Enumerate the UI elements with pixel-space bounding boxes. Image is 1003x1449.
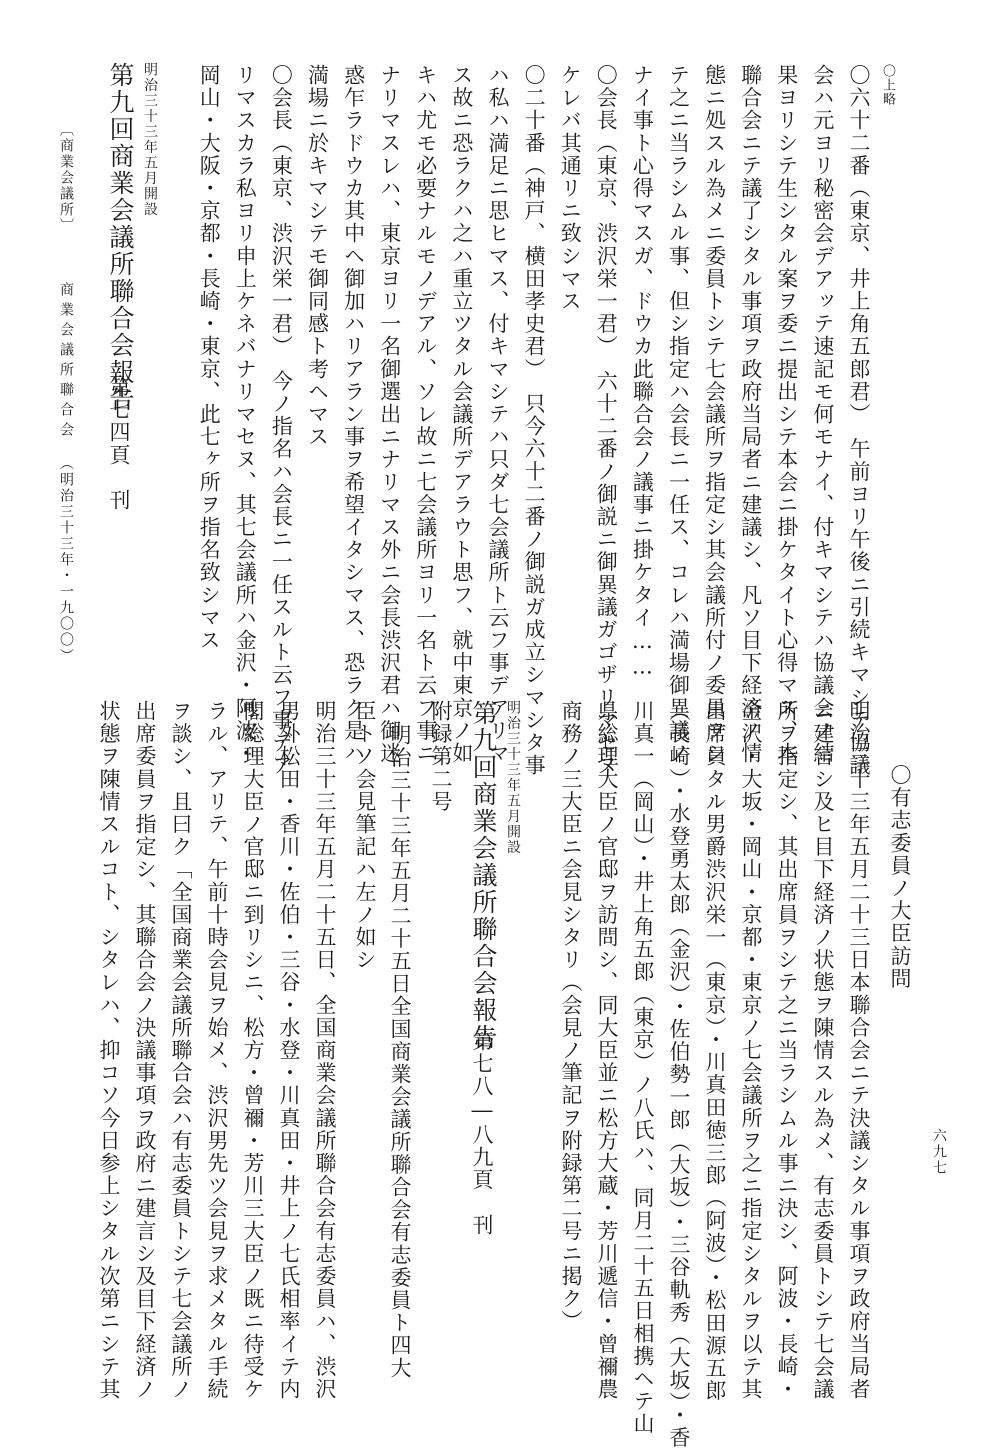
source-pages-upper: 第七四頁 刊 (107, 376, 131, 512)
upper-text-column: ケレバ其通リニ致シマス (558, 64, 583, 313)
running-title: 商業会議所聯合会 (58, 282, 74, 442)
upper-text-column: 果ヨリシテ生シタル案ヲ委ニ提出シテ本会ニ掛ケタイト心得マス、本 (774, 64, 799, 765)
upper-text-column: リマスカラ私ヨリ申上ケネバナリマセヌ、其七会議所ハ金沢・阿波・ (233, 64, 258, 765)
lower-text-column: ラル、アリテ、午前十時会見ヲ始メ、渋沢男先ツ会見ヲ求メタル手続 (205, 700, 229, 1401)
lower-text-column: 所ヲ指定シ、其出席員ヲシテ之ニ当ラシムル事ニ決シ、阿波・長崎・ (775, 700, 799, 1401)
appendix-intro-2: 臣トノ会見筆記ハ左ノ如シ (353, 700, 377, 972)
upper-text-column: 惑乍ラドウカ其中ヘ御加ハリアラン事ヲ希望イタシマス、恐ラク是ハ (341, 64, 366, 765)
upper-text-column: 〇二十番（神戸、横田孝史君） 只今六十二番ノ御説ガ成立シマシタ事 (522, 64, 547, 777)
running-year: （明治三十三年・一九〇〇） (58, 456, 74, 664)
upper-text-column: 〇会長（東京、渋沢栄一君） 今ノ指名ハ会長ニ一任スルト云フ事デア (269, 64, 294, 777)
source-opened-lower: 明治三十三年五月開設 (505, 700, 521, 855)
lower-text-column: 商務ノ三大臣ニ会見シタリ（会見ノ筆記ヲ附録第二号ニ掲ク） (559, 700, 583, 1333)
lower-text-column: 明治三十三年五月二十三日本聯合会ニテ決議シタル事項ヲ政府当局者 (847, 700, 871, 1401)
upper-text-column: 岡山・大阪・京都・長崎・東京、此七ヶ所ヲ指名致シマス (197, 64, 222, 652)
upper-text-column: ス故ニ恐ラクハ之ハ重立ツタル会議所デアラウト思フ、就中東京ノ如 (449, 64, 474, 765)
page-number: 六九七 (931, 1128, 947, 1176)
upper-text-column: テ之ニ当ラシムル事、但シ指定ハ会長ニ一任ス、コレハ満場御異議ノ (666, 64, 691, 765)
upper-text-column: ハ私ハ満足ニ思ヒマス、付キマシテハ只ダ七会議所ト云フ事デアリマ (486, 64, 510, 765)
lower-text-column: 閣総理大臣ノ官邸ニ到リシニ、松方・曾禰・芳川三大臣ノ既ニ待受ケ (241, 700, 265, 1401)
lower-text-column: 金沢・大坂・岡山・京都・東京ノ七会議所ヲ之ニ指定シタルヲ以テ其 (739, 700, 763, 1401)
lower-text-column: 明治三十三年五月二十五日、全国商業会議所聯合会有志委員ハ、渋沢 (313, 700, 337, 1401)
section-label: 〔商業会議所〕 (58, 122, 74, 234)
lower-text-column: 状態ヲ陳情スルコト、シタレハ、抑コソ今日参上シタル次第ニシテ其 (97, 700, 121, 1401)
upper-text-column: ナリマスレハ、東京ヨリ一名御選出ニナリマス外ニ会長渋沢君ハ御迷 (377, 64, 402, 765)
lower-text-column: 出席員タル男爵渋沢栄一（東京）・川真田徳三郎（阿波）・松田源五郎 (703, 700, 727, 1403)
upper-text-column: 〇会長（東京、渋沢栄一君） 六十二番ノ御説ニ御異議ガゴザリマセヌ (594, 64, 619, 777)
upper-text-column: 態ニ処スル為メニ委員トシテ七会議所ヲ指定シ其会議所付ノ委員ヲシ (702, 64, 727, 765)
source-title-upper: 第九回商業会議所聯合会報告 (106, 62, 135, 413)
source-title-lower: 第九回商業会議所聯合会報告 (469, 700, 498, 1051)
omitted-mark: 〇上略 (880, 64, 895, 106)
upper-text-column: ナイ事ト心得マスガ、ドウカ此聯合会ノ議事ニ掛ケタイ…… (630, 64, 655, 681)
upper-text-column: 聯合会ニテ議了シタル事項ヲ政府当局者ニ建議シ、凡ソ目下経済ノ情 (738, 64, 763, 765)
lower-text-column: （長崎）・水登勇太郎（金沢）・佐伯勢一郎（大坂）・三谷軌秀（大坂）・香 (667, 700, 691, 1449)
lower-text-column: ヲ談シ、且曰ク「全国商業会議所聯合会ハ有志委員トシテ七会議所ノ (169, 700, 193, 1401)
source-opened-upper: 明治三十三年五月開設 (142, 62, 158, 217)
lower-text-column: 男外松田・香川・佐伯・三谷・水登・川真田・井上ノ七氏相率イテ内 (277, 700, 301, 1401)
appendix-intro-1: 明治三十三年五月二十五日全国商業会議所聯合会有志委員ト四大 (388, 724, 412, 1380)
lower-text-column: 出席委員ヲ指定シ、其聯合会ノ決議事項ヲ政府ニ建言シ及目下経済ノ (133, 700, 157, 1401)
upper-text-column: キハ尤モ必要ナルモノデアル、ソレ故ニ七会議所ヨリ一名ト云フ事ニ (413, 64, 438, 765)
source-pages-lower: 第七八―八九頁 刊 (470, 1030, 494, 1237)
lower-text-column: 川真一（岡山）・井上角五郎（東京）ノ八氏ハ、同月二十五日相携ヘテ山 (631, 700, 655, 1436)
appendix-label: 附録第二号 (429, 700, 453, 813)
lower-text-column: ニ建言シ及ヒ目下経済ノ状態ヲ陳情スル為メ、有志委員トシテ七会議 (811, 700, 835, 1401)
upper-text-column: 〇六十二番（東京、井上角五郎君） 午前ヨリ午後ニ引続キマシテ協議 (847, 64, 871, 777)
upper-text-column: 会ハ元ヨリ秘密会デアッテ速記モ何モナイ、付キマシテハ協議会ノ結 (810, 64, 835, 765)
lower-text-column: 県総理大臣ノ官邸ヲ訪問シ、同大臣並ニ松方大蔵・芳川遞信・曾禰農 (595, 700, 619, 1401)
section-heading: 〇有志委員ノ大臣訪問 (888, 764, 912, 990)
upper-text-column: 満場ニ於キマシテモ御同感ト考ヘマス (305, 64, 330, 449)
